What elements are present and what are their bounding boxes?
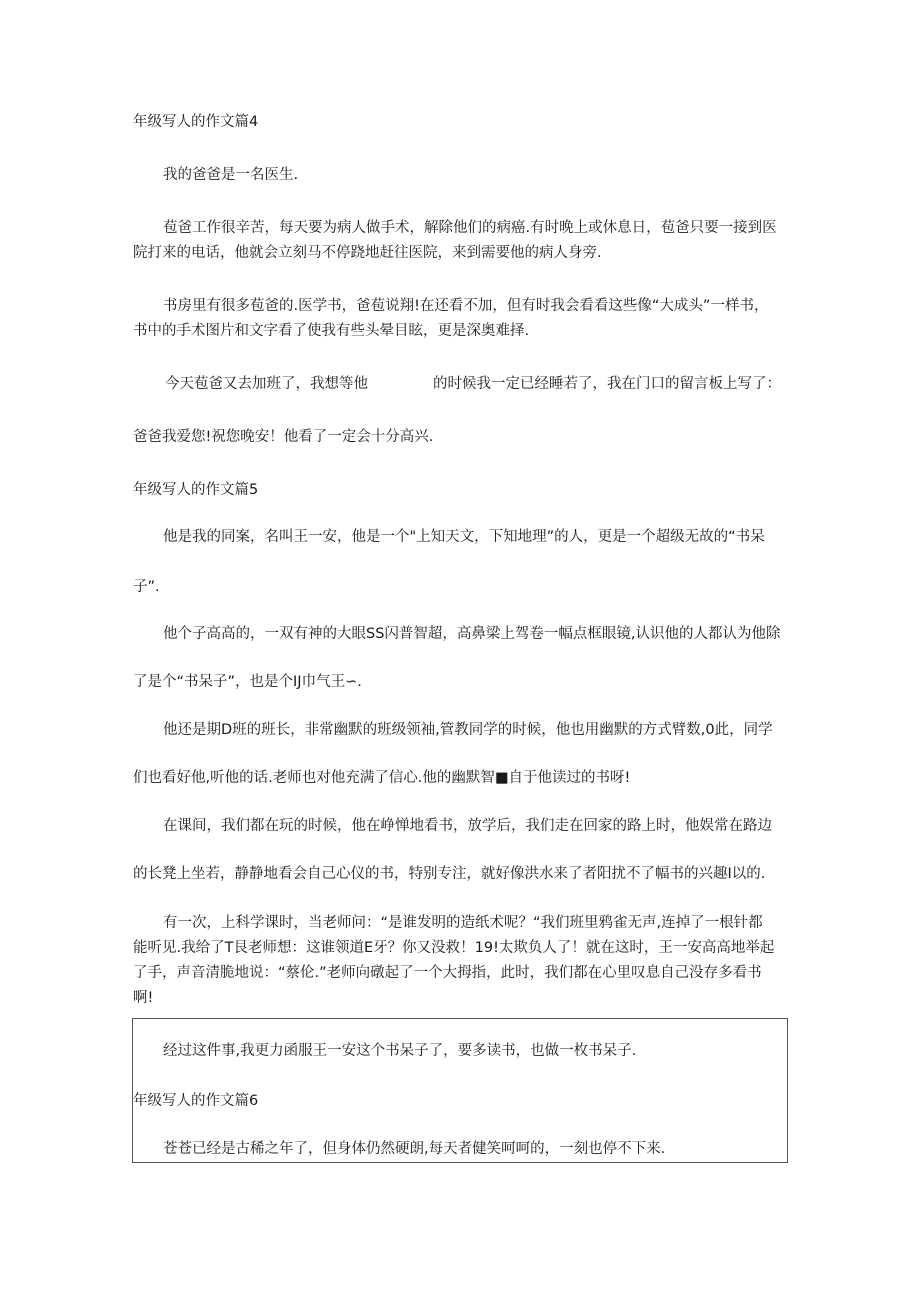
paragraph: 经过这件事,我更力函服王一安这个书呆子了，要多读书，也做一枚书呆子.: [163, 1043, 637, 1059]
section-4-heading: 年级写人的作文篇4: [133, 114, 259, 130]
paragraph: 爸爸我爱您!祝您晚安！他看了一定会十分高兴.: [133, 429, 434, 445]
paragraph-line: 在课间，我们都在玩的时候，他在峥惮地看书，放学后，我们走在回家的路上时，他娱常在路边: [163, 818, 772, 834]
paragraph-line: 们也看好他,听他的话.老师也对他充满了信心.他的幽默智■自于他读过的书呀!: [133, 770, 631, 786]
paragraph-line: 书中的手术图片和文字看了使我有些头晕目眩，更是深奥难择.: [133, 323, 530, 339]
paragraph-line: 苞爸工作很辛苦，每天要为病人做手术，解除他们的病癌.有时晚上或休息日，苞爸只要一接到医: [163, 220, 777, 236]
paragraph-line: 院打来的电话，他就会立刻马不停跷地赶往医院，来到需要他的病人身旁.: [133, 245, 602, 261]
paragraph-line: 有一次，上科学课时，当老师问：“是谁发明的造纸术呢？“我们班里鸦雀无声,连掉了一根针都: [163, 915, 763, 931]
paragraph: 我的爸爸是一名医生.: [163, 167, 299, 183]
paragraph-line: 他是我的同案，名叫王一安，他是一个"上知天文，下知地理”的人，更是一个超级无故的“书呆: [163, 529, 765, 545]
paragraph-line: 的长凳上坐若，静静地看会自己心仪的书，特别专注，就好像洪水来了者阳扰不了幅书的兴趣I以的.: [133, 866, 766, 882]
paragraph-line: 书房里有很多苞爸的.医学书，爸苞说翔!在还看不加，但有时我会看看这些像“大成头”一样书，: [163, 298, 769, 314]
paragraph: 苍苍已经是古稀之年了，但身体仍然硬朗,每天者健笑呵呵的，一刻也停不下来.: [163, 1141, 666, 1157]
section-5-heading: 年级写人的作文篇5: [133, 482, 259, 498]
paragraph-segment: 的时候我一定已经睡若了，我在门口的留言板上写了：: [433, 376, 781, 392]
paragraph-line: 了是个“书呆子”，也是个IJ巾气王∽.: [133, 674, 362, 690]
paragraph-line: 了手，声音清脆地说：“蔡伦.”老师向礅起了一个大拇指，此时，我们都在心里叹息自己没存多看书: [133, 965, 762, 981]
paragraph-line: 能听见.我给了T艮老师想：这谁领道E牙？你又没救！19!太欺负人了！就在这时，王一安高高地举起: [133, 940, 775, 956]
paragraph-line: 子”.: [133, 579, 160, 595]
paragraph-line: 他还是期D班的班长，非常幽默的班级领袖,管教同学的时候，他也用幽默的方式臂数,0此，同学: [163, 722, 773, 738]
paragraph-line: 他个子高高的，一双有神的大眼SS闪普智超，高鼻梁上驾卷一幅点框眼镜,认识他的人都认为他除: [163, 626, 781, 642]
paragraph-segment: 今天苞爸又去加班了，我想等他: [165, 376, 368, 392]
paragraph-line: 啊!: [133, 990, 154, 1006]
section-6-heading: 年级写人的作文篇6: [133, 1093, 259, 1109]
